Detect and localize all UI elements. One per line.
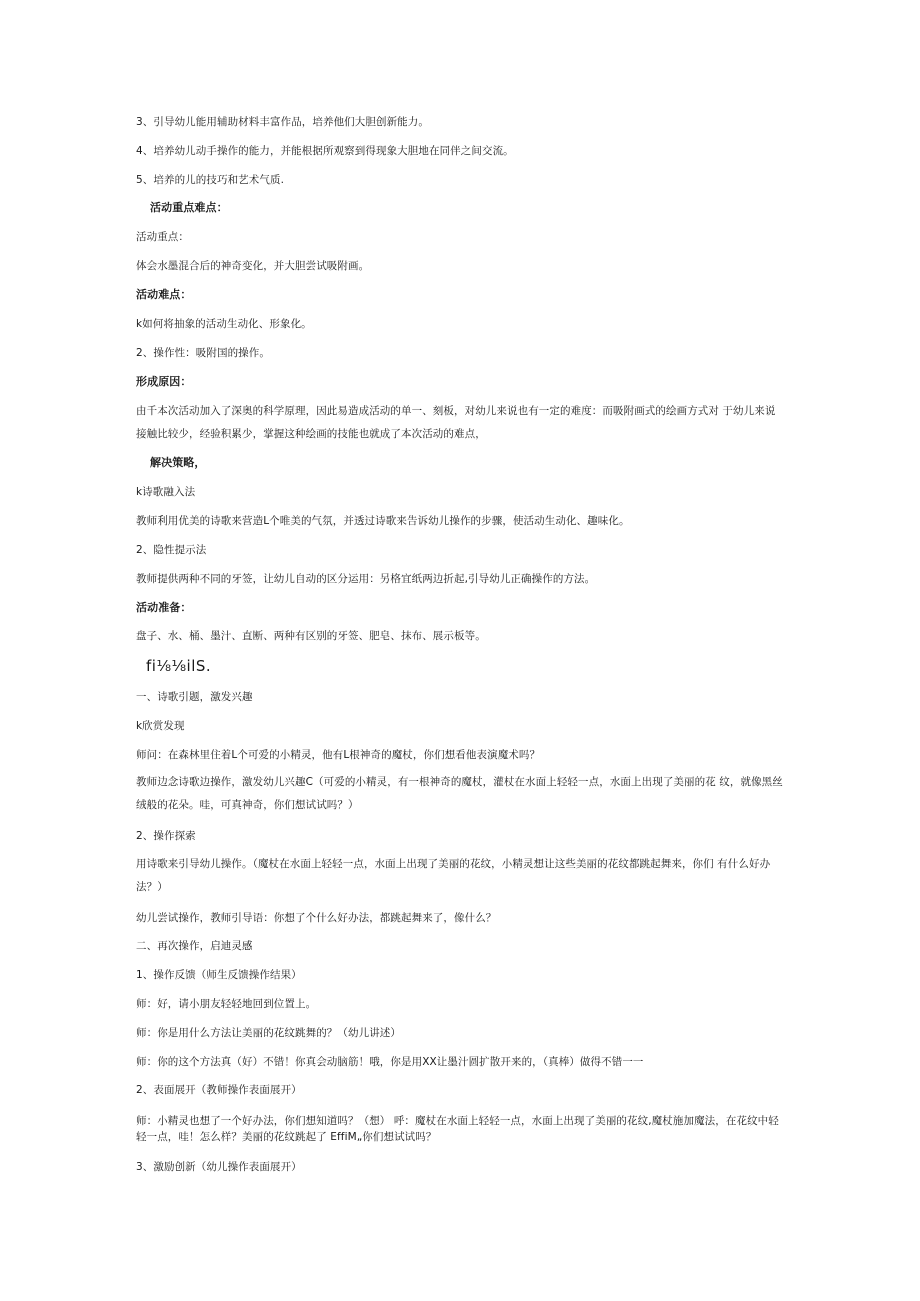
key-point-text: 体会水墨混合后的神奇变化，并大胆尝试吸附画。 (136, 260, 370, 272)
heading-process: fi⅛⅛ilS. (146, 657, 212, 675)
poem-guide-paragraph: 用诗歌来引导幼儿操作。（魔杖在水面上轻轻一点，水面上出现了美丽的花纹，小精灵想让这些美丽的花纹都跳起舞来，你们 有什么好办法？） (136, 858, 771, 893)
teacher-line-1: 师：好，请小朋友轻轻地回到位置上。 (136, 998, 317, 1010)
section-1-step-1: k欣赏发现 (136, 720, 185, 732)
heading-cause: 形成原因： (136, 375, 192, 388)
section-2-title: 二、再次操作，启迪灵感 (136, 940, 253, 952)
teacher-line-3: 师：你的这个方法真（好）不错！你真会动脑筋！哦，你是用XX让墨汁圆扩散开来的，（真棒）做得不错一一 (136, 1056, 644, 1068)
difficult-point-1: k如何将抽象的活动生动化、形象化。 (136, 318, 312, 330)
section-2-step-1: 1、操作反馈（师生反馈操作结果） (136, 969, 302, 981)
objective-3: 3、引导幼儿能用辅助材料丰富作品，培养他们大胆创新能力。 (136, 116, 429, 128)
section-1-step-2: 2、操作探索 (136, 830, 196, 842)
objective-5: 5、培养的儿的技巧和艺术气质. (136, 174, 285, 186)
strategy-1-text: 教师利用优美的诗歌来营造L个唯美的气氛，并透过诗歌来告诉幼儿操作的步骤，使活动生动化、趣味化。 (136, 515, 630, 527)
difficult-point-2: 2、操作性：吸附国的操作。 (136, 347, 270, 359)
heading-difficult-point: 活动难点： (136, 288, 192, 301)
heading-strategy: 解决策略， (150, 456, 206, 469)
heading-preparation: 活动准备： (136, 601, 192, 614)
section-2-step-3: 3、激励创新（幼儿操作表面展开） (136, 1161, 302, 1173)
cause-paragraph: 由千本次活动加入了深奥的科学原理，因此易造成活动的单一、刻板，对幼儿来说也有一定的难度：而吸附画式的绘画方式对 于幼儿来说接触比较少，经验积累少，掌握这种绘画的技能也就成了本次活动的难点， (136, 405, 776, 440)
subheading-key-point: 活动重点： (136, 231, 189, 243)
teacher-line-2: 师：你是用什么方法让美丽的花纹跳舞的？（幼儿讲述） (136, 1027, 401, 1039)
section-2-step-2: 2、表面展开（教师操作表面展开） (136, 1084, 302, 1096)
child-try-text: 幼儿尝试操作，教师引导语：你想了个什么好办法，都跳起舞来了，像什么？ (136, 912, 497, 924)
objective-4: 4、培养幼儿动手操作的能力，并能根据所观察到得现象大胆地在同伴之间交流。 (136, 145, 514, 157)
section-1-title: 一、诗歌引题，激发兴趣 (136, 691, 253, 703)
teacher-question: 师问：在森林里住着L个可爱的小精灵，他有L根神奇的魔杖，你们想看他表演魔术吗？ (136, 749, 541, 761)
teacher-demo-paragraph: 师：小精灵也想了一个好办法，你们想知道吗？（想） 呼：魔杖在水面上轻轻一点，水面上出现了美丽的花纹,魔杖施加魔法，在花纹中轻轻一点，哇！怎么样？美丽的花纹跳起了 EffiM„你们想试试吗？ (136, 1115, 779, 1143)
strategy-2-title: 2、隐性提示法 (136, 544, 207, 556)
preparation-text: 盘子、水、桶、墨汁、直断、两种有区别的牙签、肥皂、抹布、展示板等。 (136, 630, 486, 642)
heading-key-difficult-points: 活动重点难点： (150, 201, 228, 214)
poem-operation-paragraph: 教师边念诗歌边操作，激发幼儿兴趣C（可爱的小精灵，有一根神奇的魔杖，灌杖在水面上轻轻一点，水面上出现了美丽的花 纹，就像黑丝绒般的花朵。哇，可真神奇，你们想试试吗？） (136, 776, 783, 811)
strategy-2-text: 教师提供两种不同的牙签，让幼儿自动的区分运用：另格宜纸两边折起,引导幼儿正确操作的方法。 (136, 573, 596, 585)
strategy-1-title: k诗歌融入法 (136, 486, 196, 498)
